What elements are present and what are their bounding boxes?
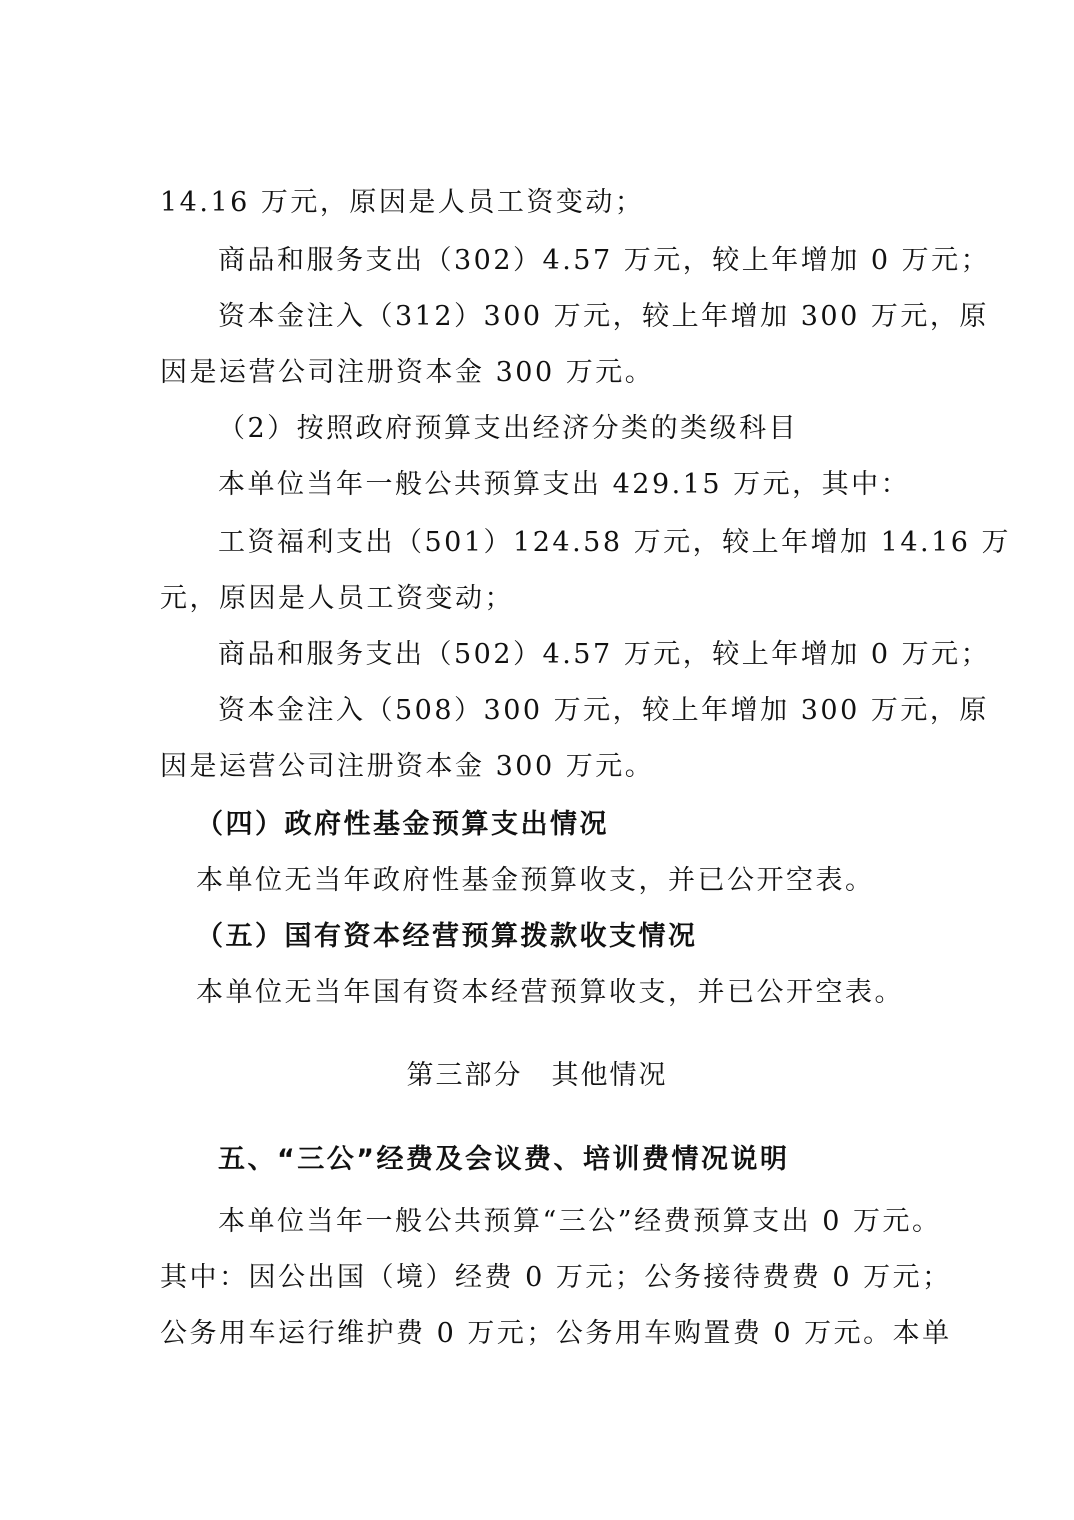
paragraph-line: 元，原因是人员工资变动；	[160, 583, 514, 614]
paragraph-line: 其中：因公出国（境）经费 0 万元；公务接待费费 0 万元；	[160, 1262, 952, 1293]
section-heading: （五）国有资本经营预算拨款收支情况	[196, 921, 698, 952]
paragraph-line: 本单位当年一般公共预算支出 429.15 万元，其中：	[218, 469, 911, 500]
paragraph-line: 资本金注入（312）300 万元，较上年增加 300 万元，原	[218, 301, 989, 332]
part-title: 第三部分 其他情况	[406, 1060, 668, 1091]
section-heading: （四）政府性基金预算支出情况	[196, 809, 609, 840]
paragraph-line: 商品和服务支出（302）4.57 万元，较上年增加 0 万元；	[218, 245, 991, 276]
paragraph-line: 本单位无当年政府性基金预算收支，并已公开空表。	[196, 865, 875, 896]
paragraph-line: 因是运营公司注册资本金 300 万元。	[160, 751, 655, 782]
section-heading: 五、“三公”经费及会议费、培训费情况说明	[218, 1144, 790, 1175]
paragraph-line: 商品和服务支出（502）4.57 万元，较上年增加 0 万元；	[218, 639, 991, 670]
paragraph-line: 因是运营公司注册资本金 300 万元。	[160, 357, 655, 388]
paragraph-line: 本单位当年一般公共预算“三公”经费预算支出 0 万元。	[218, 1206, 942, 1237]
paragraph-line: 资本金注入（508）300 万元，较上年增加 300 万元，原	[218, 695, 989, 726]
paragraph-line: 工资福利支出（501）124.58 万元，较上年增加 14.16 万	[218, 527, 1012, 558]
subsection-heading: （2）按照政府预算支出经济分类的类级科目	[218, 413, 799, 444]
paragraph-line: 本单位无当年国有资本经营预算收支，并已公开空表。	[196, 977, 904, 1008]
paragraph-line: 14.16 万元，原因是人员工资变动；	[160, 187, 645, 218]
paragraph-line: 公务用车运行维护费 0 万元；公务用车购置费 0 万元。本单	[160, 1318, 952, 1349]
